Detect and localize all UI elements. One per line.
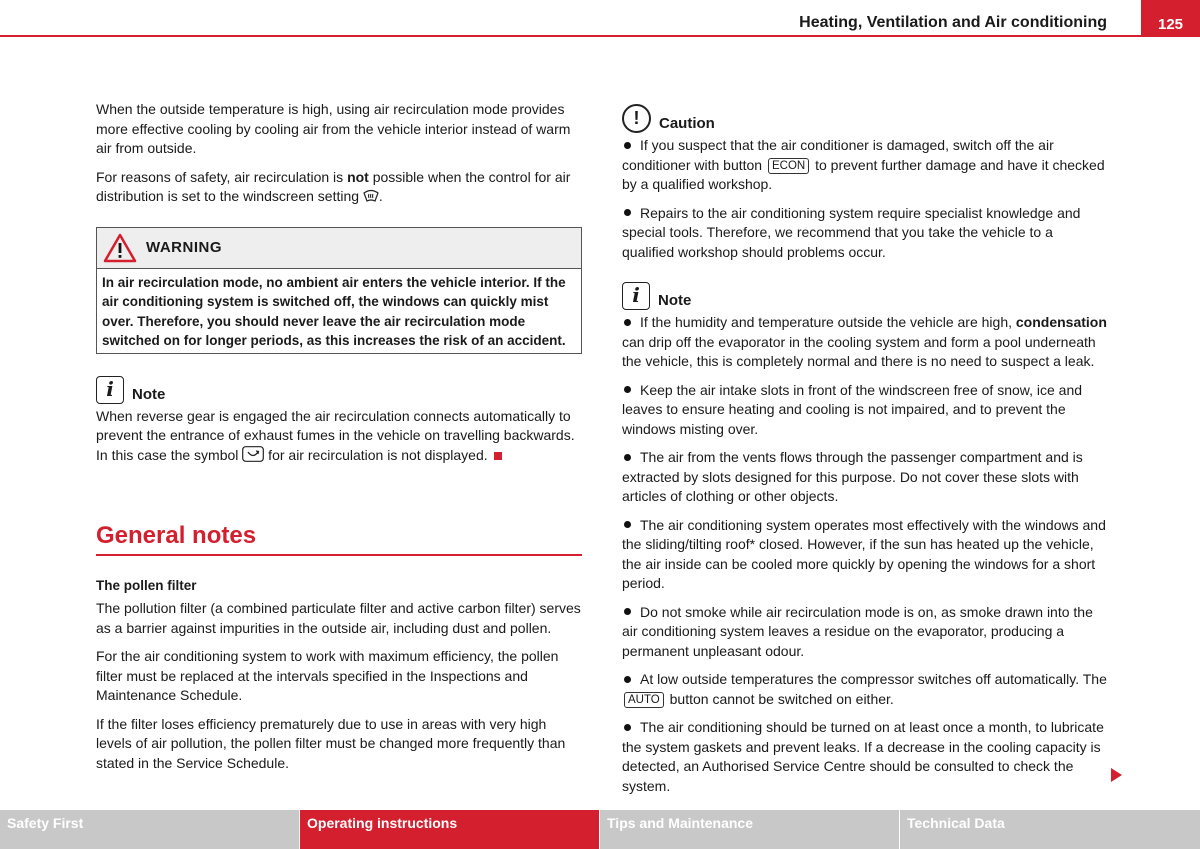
bullet (624, 676, 631, 683)
caution-heading (622, 104, 1108, 133)
list-item: If the humidity and temperature outside the vehicle are high, condensation can drip off the evaporator in the cooling system and form a pool underneath the vehicle, this is completely normal and there is no need to suspect a leak. (622, 314, 1107, 369)
list-item: If you suspect that the air conditioner is damaged, switch off the air conditioner with button ECON to prevent further damage and have it checked by a qualified workshop. (622, 137, 1105, 192)
tab-safety-first[interactable]: Safety First (0, 810, 299, 849)
header-rule (0, 35, 1200, 37)
warning-text: In air recirculation mode, no ambient air enters the vehicle interior. If the air conditioning system is switched off, the windows can quickly mist over. Therefore, you should never leave the air recirculation mode switched on for longer periods, as this increases the risk of an accident. (102, 274, 566, 348)
note-text: When reverse gear is engaged the air recirculation connects automatically to prevent the entrance of exhaust fumes in the vehicle on travelling backwards. In this case the symbol for air recirculation is not displayed. (96, 407, 575, 463)
bullet (624, 521, 631, 528)
bullet (624, 319, 631, 326)
left-column (96, 100, 582, 782)
footer-nav (0, 810, 1200, 849)
list-item: Keep the air intake slots in front of the windscreen free of snow, ice and leaves to ensure heating and cooling is not impaired, and to prevent the windows misting over. (622, 381, 1083, 437)
list-item: Do not smoke while air recirculation mode is on, as smoke drawn into the air conditioning system leaves a residue on the evaporator, producing a permanent unpleasant odour. (622, 603, 1093, 659)
tab-technical-data[interactable]: Technical Data (900, 810, 1200, 849)
note-title: Note (658, 292, 692, 309)
paragraph: The pollution filter (a combined particulate filter and active carbon filter) serves as a barrier against impurities in the outside air, including dust and pollen. (96, 600, 581, 636)
bullet (624, 454, 631, 461)
list-item: Repairs to the air conditioning system require specialist knowledge and special tools. Therefore, we recommend that you take the vehicle to a qualified workshop should problems occur. (622, 204, 1081, 260)
tab-operating-instructions[interactable]: Operating instructions (300, 810, 599, 849)
bullet (624, 209, 631, 216)
caution-title: Caution (659, 115, 715, 132)
bullet (624, 608, 631, 615)
right-column (622, 104, 1108, 805)
subheading: The pollen filter (96, 577, 197, 593)
warning-triangle-icon (103, 233, 137, 263)
list-item: At low outside temperatures the compressor switches off automatically. The AUTO button cannot be switched on either. (622, 670, 1108, 709)
paragraph: When the outside temperature is high, using air recirculation mode provides more effective cooling by cooling air from the vehicle interior instead of warm air from outside. (96, 101, 571, 156)
section-title: General notes (96, 522, 257, 549)
warning-header (97, 228, 581, 269)
info-icon: i (96, 376, 124, 404)
econ-button-label: ECON (768, 158, 809, 174)
info-icon: i (622, 282, 650, 310)
note-heading (622, 282, 1108, 310)
note-heading (96, 376, 582, 404)
section-end-marker (494, 452, 502, 460)
list-item: The air conditioning system operates most effectively with the windows and the sliding/tilting roof* closed. However, if the sun has heated up the vehicle, the air inside can be cooled more quickly by opening the windows for a short period. (622, 516, 1106, 591)
caution-icon: ! (622, 104, 651, 133)
air-recirculation-icon (242, 446, 264, 462)
tab-tips-and-maintenance[interactable]: Tips and Maintenance (600, 810, 899, 849)
page-number: 125 (1141, 0, 1200, 37)
chapter-title: Heating, Ventilation and Air conditioning (799, 14, 1107, 31)
auto-button-label: AUTO (624, 692, 664, 708)
paragraph: For the air conditioning system to work with maximum efficiency, the pollen filter must be replaced at the intervals specified in the Inspections and Maintenance Schedule. (96, 648, 559, 703)
warning-box (96, 227, 582, 354)
next-page-arrow-icon[interactable] (1111, 768, 1122, 782)
paragraph: If the filter loses efficiency prematurely due to use in areas with very high levels of air pollution, the pollen filter must be changed more frequently than stated in the Service Schedule. (96, 715, 566, 771)
windscreen-defrost-icon (363, 189, 379, 203)
list-item: The air conditioning should be turned on at least once a month, to lubricate the system gaskets and prevent leaks. If a decrease in the cooling capacity is detected, an Authorised Service Centre should be consulted to check the system. (622, 719, 1104, 794)
bullet (624, 386, 631, 393)
section-rule (96, 554, 582, 556)
paragraph: For reasons of safety, air recirculation is not possible when the control for air distribution is set to the windscreen setting . (96, 168, 571, 204)
bullet (624, 724, 631, 731)
bullet (624, 142, 631, 149)
note-title: Note (132, 385, 166, 403)
warning-title: WARNING (146, 238, 222, 256)
list-item: The air from the vents flows through the passenger compartment and is extracted by slots designed for this purpose. Do not cover these slots with articles of clothing or other objects. (622, 449, 1083, 504)
